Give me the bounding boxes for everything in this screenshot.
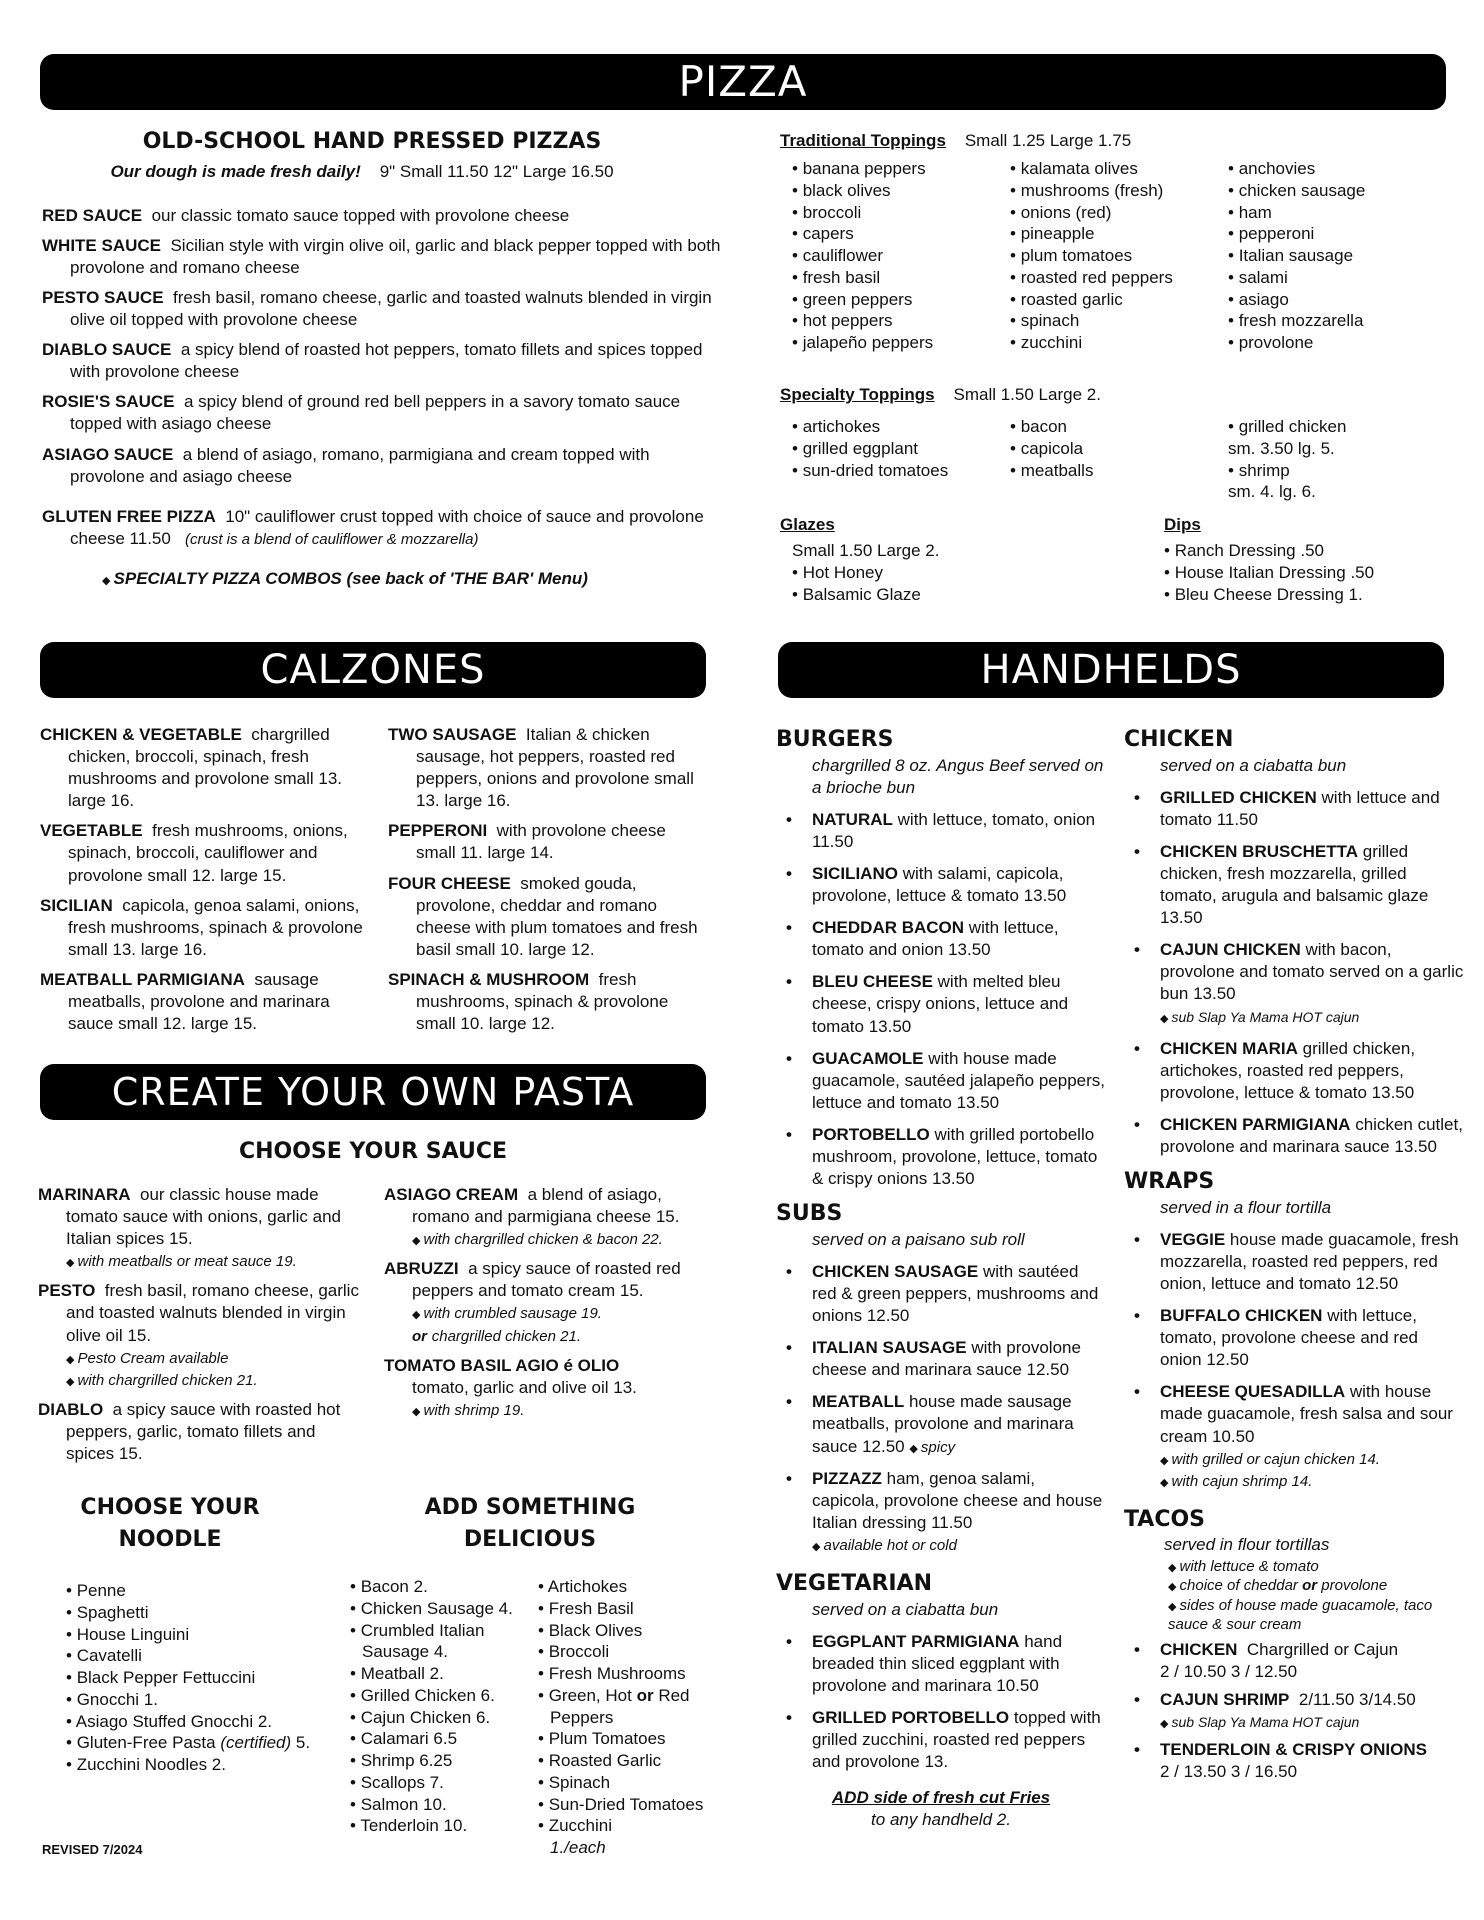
spec-col1 xyxy=(792,416,1010,503)
sauce-desc: a spicy blend of roasted hot peppers, tomato fillets and spices topped with provolone cheese xyxy=(70,340,703,382)
pizza-left xyxy=(42,128,722,590)
pasta-sauce-item: ASIAGO CREAM a blend of asiago, romano and parmigiana cheese 15. ◆ with chargrilled chicken & bacon 22. xyxy=(384,1184,714,1250)
topping: • capicola xyxy=(1010,438,1228,460)
calzone-item xyxy=(40,969,370,1035)
wrap-item: • VEGGIE house made guacamole, fresh mozzarella, roasted red peppers, red onion, lettuce and tomato 12.50 xyxy=(1124,1229,1464,1295)
calzone-item xyxy=(40,724,370,812)
chicken-list xyxy=(1124,787,1464,1158)
specialty-columns xyxy=(780,416,1460,503)
dip-item: • House Italian Dressing .50 xyxy=(1164,562,1464,584)
burgers-list xyxy=(776,809,1106,1190)
topping: • hot peppers xyxy=(792,310,1010,332)
traditional-prices: Small 1.25 Large 1.75 xyxy=(964,131,1132,150)
trad-col3 xyxy=(1228,158,1428,354)
sauce-desc: Sicilian style with virgin olive oil, garlic and black pepper topped with both provolone and romano cheese xyxy=(70,235,721,277)
dips xyxy=(1164,514,1464,605)
pizza-dough-line xyxy=(42,161,682,183)
spec-col3 xyxy=(1228,416,1428,503)
traditional-header xyxy=(780,130,1460,152)
topping: • plum tomatoes xyxy=(1010,245,1228,267)
topping-price: sm. 3.50 lg. 5. xyxy=(1228,438,1335,458)
topping: • sun-dried tomatoes xyxy=(792,460,1010,482)
calzone-name: SICILIAN xyxy=(40,895,113,915)
calzone-name: SPINACH & MUSHROOM xyxy=(388,969,590,989)
dips-list xyxy=(1164,540,1464,605)
subs-title: SUBS xyxy=(776,1201,843,1227)
taco-note: ◆ choice of cheddar or provolone xyxy=(1168,1577,1388,1594)
spec-col2 xyxy=(1010,416,1228,503)
calzone-item xyxy=(388,820,708,864)
topping: • grilled chicken xyxy=(1228,416,1428,438)
specialty-toppings xyxy=(780,384,1460,503)
add-item: • Chicken Sausage 4. xyxy=(350,1598,536,1620)
calzone-item xyxy=(40,820,370,886)
add-item: • Tenderloin 10. xyxy=(350,1815,536,1837)
sauce-desc: fresh basil, romano cheese, garlic and toasted walnuts blended in virgin olive oil topped with provolone cheese xyxy=(70,287,712,330)
add-item: • Artichokes xyxy=(538,1576,718,1598)
sub-item: • ITALIAN SAUSAGE with provolone cheese and marinara sauce 12.50 xyxy=(776,1337,1106,1381)
gf-note: (crust is a blend of cauliflower & mozzarella) xyxy=(185,530,479,548)
gluten-free-pizza xyxy=(42,506,722,550)
sauce-name: DIABLO SAUCE xyxy=(42,340,172,360)
chicken-title: CHICKEN xyxy=(1124,727,1234,752)
traditional-title: Traditional Toppings xyxy=(780,131,946,150)
wrap-item: • CHEESE QUESADILLA with house made guacamole, fresh salsa and sour cream 10.50 ◆ with grilled or cajun chicken 14. ◆ with cajun shrimp 14. xyxy=(1124,1381,1464,1491)
calzone-desc: fresh mushrooms, spinach & provolone small 10. large 12. xyxy=(416,969,669,1034)
topping: • ham xyxy=(1228,202,1428,224)
noodle: • Spaghetti xyxy=(66,1602,326,1624)
pasta-banner: CREATE YOUR OWN PASTA xyxy=(40,1064,706,1120)
topping: • onions (red) xyxy=(1010,202,1228,224)
sauce-desc: a blend of asiago, romano, parmigiana and cream topped with provolone and asiago cheese xyxy=(70,444,650,486)
add-item: • Calamari 6.5 xyxy=(350,1728,536,1750)
burger-item: • NATURAL with lettuce, tomato, onion 11.50 xyxy=(776,809,1106,853)
dip-item: • Bleu Cheese Dressing 1. xyxy=(1164,584,1464,606)
topping: • artichokes xyxy=(792,416,1010,438)
burger-item: • GUACAMOLE with house made guacamole, sautéed jalapeño peppers, lettuce and tomato 13.50 xyxy=(776,1048,1106,1114)
calzone-item xyxy=(388,724,708,812)
calzone-name: MEATBALL PARMIGIANA xyxy=(40,969,245,989)
add-item: • Black Olives xyxy=(538,1620,718,1642)
trad-col2 xyxy=(1010,158,1228,354)
traditional-toppings xyxy=(780,130,1460,354)
noodle-list xyxy=(66,1580,326,1776)
vegetarian-sub: served on a ciabatta bun xyxy=(812,1599,999,1619)
pasta-sauces-col2 xyxy=(384,1184,714,1429)
topping: • salami xyxy=(1228,267,1428,289)
handhelds-col1 xyxy=(776,726,1106,1831)
topping: • spinach xyxy=(1010,310,1228,332)
pasta-sauce-item: ABRUZZI a spicy sauce of roasted red peppers and tomato cream 15. ◆ with crumbled sausage 19. or chargrilled chicken 21. xyxy=(384,1258,714,1346)
topping: • shrimp xyxy=(1228,460,1428,482)
topping: • pineapple xyxy=(1010,223,1228,245)
topping: • bacon xyxy=(1010,416,1228,438)
choose-sauce-heading: CHOOSE YOUR SAUCE xyxy=(238,1139,508,1164)
veg-item: • GRILLED PORTOBELLO topped with grilled zucchini, roasted red peppers and provolone 13. xyxy=(776,1707,1106,1773)
pizza-sauce-item xyxy=(42,444,722,488)
calzone-item xyxy=(388,969,708,1035)
calzone-desc: Italian & chicken sausage, hot peppers, roasted red peppers, onions and provolone small 13. large 16. xyxy=(416,725,694,811)
add-item: • Cajun Chicken 6. xyxy=(350,1707,536,1729)
add-item: • Meatball 2. xyxy=(350,1663,536,1685)
calzone-name: TWO SAUSAGE xyxy=(388,725,517,744)
choose-noodle-heading: CHOOSE YOUR NOODLE xyxy=(80,1495,260,1552)
add-item: • Spinach xyxy=(538,1772,718,1794)
add-item: • Grilled Chicken 6. xyxy=(350,1685,536,1707)
gf-name: GLUTEN FREE PIZZA xyxy=(42,506,216,526)
noodle: • Penne xyxy=(66,1580,326,1602)
burger-item: • PORTOBELLO with grilled portobello mushroom, provolone, lettuce, tomato & crispy onions 13.50 xyxy=(776,1124,1106,1190)
specialty-header xyxy=(780,384,1460,406)
sauce-name: PESTO SAUCE xyxy=(42,287,164,307)
chicken-item: • CHICKEN PARMIGIANA chicken cutlet, provolone and marinara sauce 13.50 xyxy=(1124,1114,1464,1158)
subs-list xyxy=(776,1261,1106,1556)
pasta-sauce-item: TOMATO BASIL AGIO é OLIO tomato, garlic and olive oil 13. ◆ with shrimp 19. xyxy=(384,1355,714,1421)
noodle: • House Linguini xyxy=(66,1624,326,1646)
burgers-title: BURGERS xyxy=(776,727,894,752)
topping: • fresh basil xyxy=(792,267,1010,289)
topping: • zucchini xyxy=(1010,332,1228,354)
taco-item: • CAJUN SHRIMP 2/11.50 3/14.50 ◆ sub Slap Ya Mama HOT cajun xyxy=(1124,1689,1464,1733)
noodle: • Cavatelli xyxy=(66,1645,326,1667)
sub-item: • PIZZAZZ ham, genoa salami, capicola, provolone cheese and house Italian dressing 11.50 ◆ available hot or cold xyxy=(776,1468,1106,1556)
burger-item: • SICILIANO with salami, capicola, provolone, lettuce & tomato 13.50 xyxy=(776,863,1106,907)
calzone-desc: smoked gouda, provolone, cheddar and romano cheese with plum tomatoes and fresh basil small 10. large 12. xyxy=(416,873,698,959)
topping: • capers xyxy=(792,223,1010,245)
sub-item: • CHICKEN SAUSAGE with sautéed red & green peppers, mushrooms and onions 12.50 xyxy=(776,1261,1106,1327)
combos-text: SPECIALTY PIZZA COMBOS (see back of 'THE BAR' Menu) xyxy=(113,568,588,588)
calzone-name: CHICKEN & VEGETABLE xyxy=(40,725,242,744)
topping: • anchovies xyxy=(1228,158,1428,180)
burgers-sub: chargrilled 8 oz. Angus Beef served on a brioche bun xyxy=(812,755,1104,797)
calzone-desc: fresh mushrooms, onions, spinach, broccoli, cauliflower and provolone small 12. large 15. xyxy=(68,821,348,885)
traditional-columns xyxy=(780,158,1460,354)
add-col1 xyxy=(350,1576,536,1837)
noodle: • Gnocchi 1. xyxy=(66,1689,326,1711)
topping: • fresh mozzarella xyxy=(1228,310,1428,332)
pizza-sauce-item xyxy=(42,235,722,279)
chicken-sub: served on a ciabatta bun xyxy=(1160,755,1347,775)
add-col2 xyxy=(538,1576,718,1859)
handhelds-banner: HANDHELDS xyxy=(778,642,1444,698)
pasta-sauce-item: MARINARA our classic house made tomato sauce with onions, garlic and Italian spices 15. ◆ with meatballs or meat sauce 19. xyxy=(38,1184,368,1272)
calzones-col2 xyxy=(388,724,708,1043)
topping: • chicken sausage xyxy=(1228,180,1428,202)
dips-title: Dips xyxy=(1164,515,1201,534)
chicken-item: • GRILLED CHICKEN with lettuce and tomato 11.50 xyxy=(1124,787,1464,831)
calzone-desc: with provolone cheese small 11. large 14. xyxy=(416,821,666,863)
sauce-name: ROSIE'S SAUCE xyxy=(42,392,175,412)
glaze-item: • Balsamic Glaze xyxy=(792,584,1140,606)
sub-item: • MEATBALL house made sausage meatballs, provolone and marinara sauce 12.50 ◆ spicy xyxy=(776,1391,1106,1457)
calzones-col1 xyxy=(40,724,370,1043)
calzone-name: PEPPERONI xyxy=(388,821,488,841)
noodle: • Gluten-Free Pasta (certified) 5. xyxy=(66,1732,326,1754)
topping: • mushrooms (fresh) xyxy=(1010,180,1228,202)
add-item: • Sun-Dried Tomatoes xyxy=(538,1794,718,1816)
tacos-sub: served in flour tortillas xyxy=(1164,1535,1330,1555)
add-item: • Scallops 7. xyxy=(350,1772,536,1794)
tacos-title: TACOS xyxy=(1124,1506,1206,1532)
trad-col1 xyxy=(792,158,1010,354)
topping: • meatballs xyxy=(1010,460,1228,482)
pasta-sauce-item: PESTO fresh basil, romano cheese, garlic and toasted walnuts blended in virgin olive oil 15. ◆ Pesto Cream available ◆ with chargrilled chicken 21. xyxy=(38,1280,368,1390)
noodle: • Zucchini Noodles 2. xyxy=(66,1754,326,1776)
topping: • grilled eggplant xyxy=(792,438,1010,460)
sauce-name: WHITE SAUCE xyxy=(42,235,161,255)
wraps-sub: served in a flour tortilla xyxy=(1160,1197,1332,1217)
burger-item: • CHEDDAR BACON with lettuce, tomato and onion 13.50 xyxy=(776,917,1106,961)
glaze-item: • Hot Honey xyxy=(792,562,1140,584)
topping: • provolone xyxy=(1228,332,1428,354)
topping: • pepperoni xyxy=(1228,223,1428,245)
topping: • green peppers xyxy=(792,289,1010,311)
add-item: • Roasted Garlic xyxy=(538,1750,718,1772)
add-item: • Plum Tomatoes xyxy=(538,1728,718,1750)
add-item: • Fresh Basil xyxy=(538,1598,718,1620)
add-item: • Crumbled Italian Sausage 4. xyxy=(350,1620,536,1664)
pizza-sauce-item xyxy=(42,205,722,227)
glazes-list xyxy=(780,562,1140,606)
subs-sub: served on a paisano sub roll xyxy=(812,1229,1025,1249)
fries-line2: to any handheld 2. xyxy=(871,1810,1011,1830)
taco-note: ◆ with lettuce & tomato xyxy=(1168,1557,1464,1577)
tacos-list xyxy=(1124,1639,1464,1784)
tacos-notes xyxy=(1124,1557,1464,1635)
topping: • black olives xyxy=(792,180,1010,202)
sauce-name: RED SAUCE xyxy=(42,205,143,225)
calzone-name: VEGETABLE xyxy=(40,821,143,841)
gf-desc: 10" cauliflower crust topped with choice of sauce and provolone cheese 11.50 xyxy=(70,506,704,548)
wraps-list xyxy=(1124,1229,1464,1492)
veg-item: • EGGPLANT PARMIGIANA hand breaded thin sliced eggplant with provolone and marinara 10.50 xyxy=(776,1631,1106,1697)
pizza-sauce-item xyxy=(42,287,722,331)
chicken-item: • CAJUN CHICKEN with bacon, provolone and tomato served on a garlic bun 13.50 ◆ sub Slap Ya Mama HOT cajun xyxy=(1124,939,1464,1027)
calzone-name: FOUR CHEESE xyxy=(388,873,511,893)
pizza-banner: PIZZA xyxy=(40,54,1446,110)
wrap-item: • BUFFALO CHICKEN with lettuce, tomato, provolone cheese and red onion 12.50 xyxy=(1124,1305,1464,1371)
add-item: • Salmon 10. xyxy=(350,1794,536,1816)
pizza-sauce-list xyxy=(42,205,722,488)
topping: • broccoli xyxy=(792,202,1010,224)
add-something-heading: ADD SOMETHING DELICIOUS xyxy=(424,1495,636,1552)
pasta-sauces-col1 xyxy=(38,1184,368,1473)
dough-note: Our dough is made fresh daily! xyxy=(110,161,361,181)
topping: • Italian sausage xyxy=(1228,245,1428,267)
pizza-sauce-item xyxy=(42,339,722,383)
pizza-sauce-item xyxy=(42,391,722,435)
add-item: • Green, Hot or Red Peppers xyxy=(538,1685,718,1729)
topping: • roasted garlic xyxy=(1010,289,1228,311)
calzone-item xyxy=(388,873,708,961)
chicken-item: • CHICKEN MARIA grilled chicken, artichokes, roasted red peppers, provolone, lettuce & tomato 13.50 xyxy=(1124,1038,1464,1104)
sauce-desc: our classic tomato sauce topped with provolone cheese xyxy=(151,205,570,225)
glazes xyxy=(780,514,1140,606)
topping: • asiago xyxy=(1228,289,1428,311)
add-item: • Zucchini 1./each xyxy=(538,1815,718,1859)
taco-item: • CHICKEN Chargrilled or Cajun 2 / 10.50 3 / 12.50 xyxy=(1124,1639,1464,1683)
add-item: • Fresh Mushrooms xyxy=(538,1663,718,1685)
taco-item: • TENDERLOIN & CRISPY ONIONS 2 / 13.50 3 / 16.50 xyxy=(1124,1739,1464,1783)
glazes-prices: Small 1.50 Large 2. xyxy=(792,541,940,561)
add-item: • Bacon 2. xyxy=(350,1576,536,1598)
pizza-subtitle: OLD-SCHOOL HAND PRESSED PIZZAS xyxy=(142,129,602,154)
topping: • cauliflower xyxy=(792,245,1010,267)
sauce-name: ASIAGO SAUCE xyxy=(42,444,174,464)
noodle: • Black Pepper Fettuccini xyxy=(66,1667,326,1689)
glazes-title: Glazes xyxy=(780,515,835,534)
vegetarian-title: VEGETARIAN xyxy=(776,1571,933,1596)
calzone-desc: capicola, genoa salami, onions, fresh mushrooms, spinach & provolone small 13. large 16. xyxy=(68,895,363,959)
calzone-desc: chargrilled chicken, broccoli, spinach, fresh mushrooms and provolone small 13. large 16. xyxy=(68,725,343,811)
pasta-sauce-item: DIABLO a spicy sauce with roasted hot peppers, garlic, tomato fillets and spices 15. xyxy=(38,1399,341,1464)
calzone-desc: sausage meatballs, provolone and marinara sauce small 12. large 15. xyxy=(68,969,330,1034)
revised-date: REVISED 7/2024 xyxy=(42,1842,143,1857)
topping: • kalamata olives xyxy=(1010,158,1228,180)
chicken-item: • CHICKEN BRUSCHETTA grilled chicken, fresh mozzarella, grilled tomato, arugula and balsamic glaze 13.50 xyxy=(1124,841,1464,929)
specialty-title: Specialty Toppings xyxy=(780,385,935,404)
fries-note xyxy=(776,1787,1106,1831)
specialty-prices: Small 1.50 Large 2. xyxy=(953,385,1101,404)
handhelds-col2 xyxy=(1124,726,1464,1793)
calzone-item xyxy=(40,895,370,961)
dip-item: • Ranch Dressing .50 xyxy=(1164,540,1464,562)
add-item: • Broccoli xyxy=(538,1641,718,1663)
specialty-combos xyxy=(42,568,722,590)
vegetarian-list xyxy=(776,1631,1106,1774)
noodle: • Asiago Stuffed Gnocchi 2. xyxy=(66,1711,326,1733)
calzones-banner: CALZONES xyxy=(40,642,706,698)
burger-item: • BLEU CHEESE with melted bleu cheese, crispy onions, lettuce and tomato 13.50 xyxy=(776,971,1106,1037)
sauce-desc: a spicy blend of ground red bell peppers in a savory tomato sauce topped with asiago cheese xyxy=(70,392,681,434)
pizza-sizes: 9" Small 11.50 12" Large 16.50 xyxy=(379,161,614,181)
taco-note: ◆ sides of house made guacamole, taco sauce & sour cream xyxy=(1168,1596,1464,1635)
fries-line1: ADD side of fresh cut Fries xyxy=(831,1788,1051,1808)
topping: • banana peppers xyxy=(792,158,1010,180)
topping: • jalapeño peppers xyxy=(792,332,1010,354)
add-item: • Shrimp 6.25 xyxy=(350,1750,536,1772)
topping-price: sm. 4. lg. 6. xyxy=(1228,482,1316,502)
diamond-icon: ◆ xyxy=(102,574,114,587)
topping: • roasted red peppers xyxy=(1010,267,1228,289)
wraps-title: WRAPS xyxy=(1124,1169,1215,1195)
